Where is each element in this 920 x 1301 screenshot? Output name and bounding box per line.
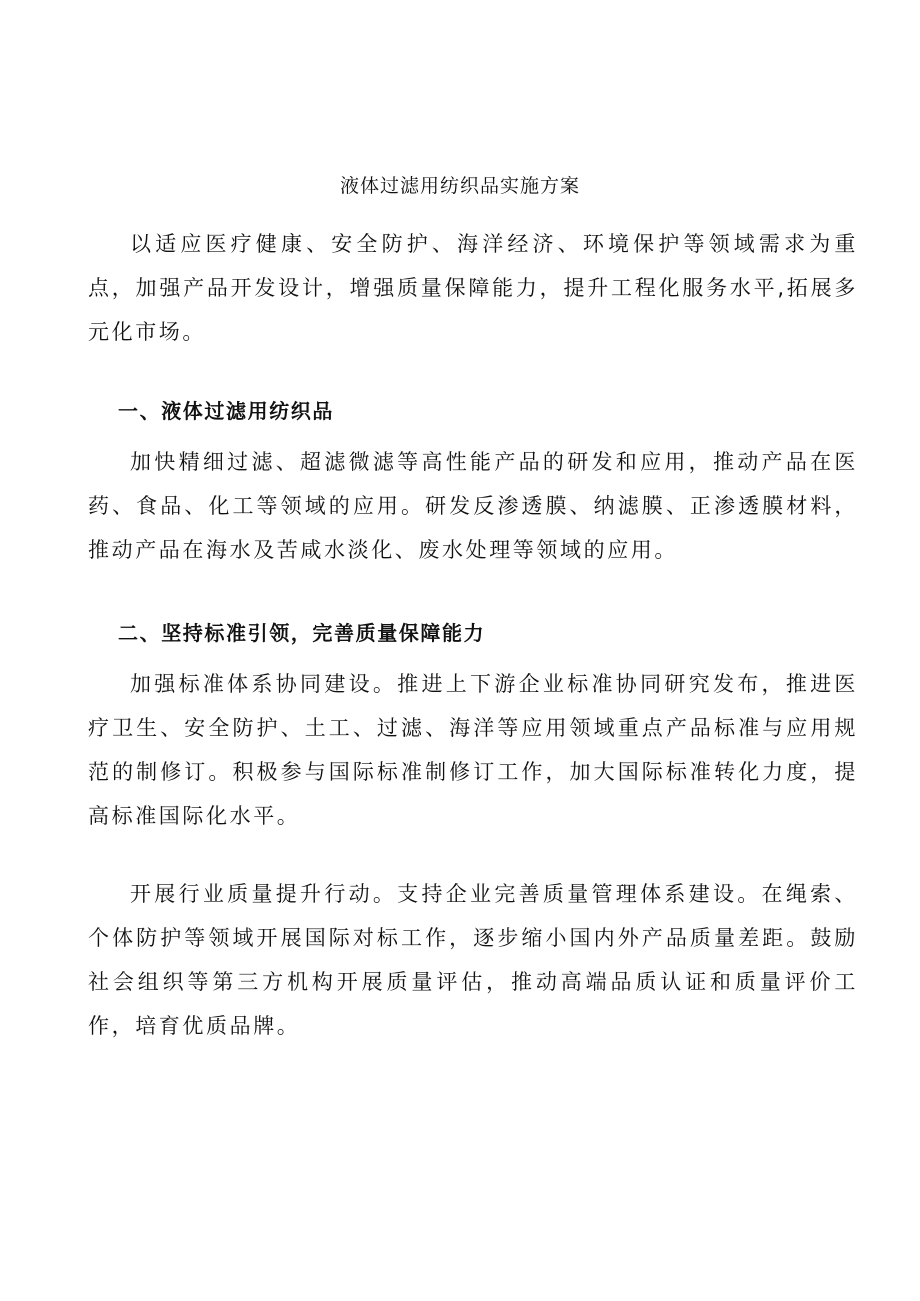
section-1-heading: 一、液体过滤用纺织品 [118, 399, 334, 423]
intro-paragraph: 以适应医疗健康、安全防护、海洋经济、环境保护等领域需求为重点，加强产品开发设计，增强质量保障能力，提升工程化服务水平,拓展多元化市场。 [88, 232, 858, 344]
section-2-heading: 二、坚持标准引领，完善质量保障能力 [118, 621, 486, 645]
section-1-paragraph-1: 加快精细过滤、超滤微滤等高性能产品的研发和应用，推动产品在医药、食品、化工等领域的应用。研发反渗透膜、纳滤膜、正渗透膜材料，推动产品在海水及苦咸水淡化、废水处理等领域的应用。 [88, 450, 858, 562]
section-2-paragraph-1: 加强标准体系协同建设。推进上下游企业标准协同研究发布，推进医疗卫生、安全防护、土工、过滤、海洋等应用领域重点产品标准与应用规范的制修订。积极参与国际标准制修订工作，加大国际标准转化力度，提高标准国际化水平。 [88, 672, 858, 828]
document-title: 液体过滤用纺织品实施方案 [339, 175, 580, 197]
section-2-paragraph-2: 开展行业质量提升行动。支持企业完善质量管理体系建设。在绳索、个体防护等领域开展国际对标工作，逐步缩小国内外产品质量差距。鼓励社会组织等第三方机构开展质量评估，推动高端品质认证和质量评价工作，培育优质品牌。 [88, 882, 858, 1038]
